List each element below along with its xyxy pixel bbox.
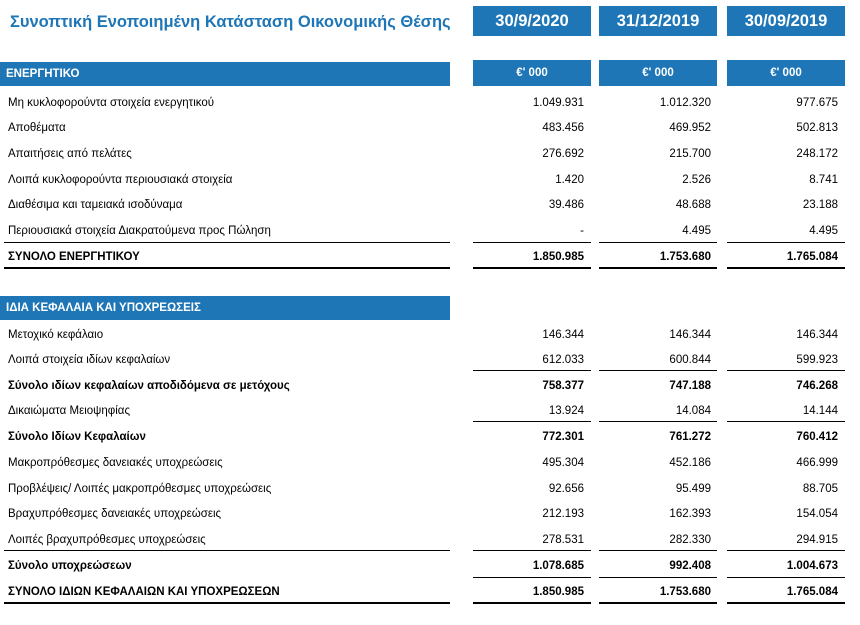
row-label: Λοιπά κυκλοφορούντα περιουσιακά στοιχεία <box>8 174 233 186</box>
column-divider <box>599 242 717 243</box>
table-row <box>0 169 860 191</box>
row-value-0: - <box>580 225 584 237</box>
page-title: Συνοπτική Ενοποιημένη Κατάσταση Οικονομικής Θέσης <box>10 13 451 31</box>
table-row <box>0 220 860 242</box>
row-value-0: 212.193 <box>542 508 584 520</box>
table-row <box>0 92 860 114</box>
row-value-0: 483.456 <box>542 122 584 134</box>
row-label: Σύνολο Ιδίων Κεφαλαίων <box>8 431 146 443</box>
unit-header-0: €' 000 <box>473 60 591 86</box>
row-value-1: 215.700 <box>669 148 711 160</box>
table-row <box>0 246 860 268</box>
section-header-assets: ΕΝΕΡΓΗΤΙΚΟ <box>0 62 450 86</box>
row-value-0: 276.692 <box>542 148 584 160</box>
row-value-2: 466.999 <box>796 457 838 469</box>
table-row <box>0 117 860 139</box>
row-value-2: 8.741 <box>809 174 838 186</box>
row-value-0: 13.924 <box>548 405 584 417</box>
column-divider <box>599 421 717 422</box>
row-value-1: 95.499 <box>675 483 711 495</box>
row-value-0: 1.049.931 <box>532 97 584 109</box>
table-row <box>0 426 860 448</box>
row-value-2: 88.705 <box>802 483 838 495</box>
row-value-0: 1.850.985 <box>532 586 584 598</box>
row-value-2: 1.765.084 <box>786 586 838 598</box>
row-value-1: 282.330 <box>669 534 711 546</box>
column-divider <box>473 550 591 551</box>
row-value-2: 1.004.673 <box>786 560 838 572</box>
row-value-2: 23.188 <box>802 199 838 211</box>
row-value-1: 14.084 <box>675 405 711 417</box>
label-divider <box>4 267 450 269</box>
row-value-1: 162.393 <box>669 508 711 520</box>
column-divider <box>727 577 845 578</box>
column-divider <box>599 370 717 371</box>
column-divider <box>473 421 591 422</box>
table-row <box>0 194 860 216</box>
unit-header-2: €' 000 <box>727 60 845 86</box>
row-label: Βραχυπρόθεσμες δανειακές υποχρεώσεις <box>8 508 222 520</box>
row-value-2: 746.268 <box>796 380 838 392</box>
row-value-2: 154.054 <box>796 508 838 520</box>
column-divider <box>727 602 845 604</box>
row-label: Μετοχικό κεφάλαιο <box>8 329 104 341</box>
row-value-1: 48.688 <box>675 199 711 211</box>
row-value-0: 92.656 <box>548 483 584 495</box>
row-label: Σύνολο υποχρεώσεων <box>8 560 132 572</box>
table-row <box>0 375 860 397</box>
row-value-0: 772.301 <box>542 431 584 443</box>
row-value-0: 1.850.985 <box>532 251 584 263</box>
row-value-1: 1.012.320 <box>659 97 711 109</box>
row-value-0: 1.420 <box>555 174 584 186</box>
column-divider <box>473 370 591 371</box>
table-row <box>0 143 860 165</box>
column-divider <box>473 242 591 243</box>
row-value-1: 747.188 <box>669 380 711 392</box>
row-value-2: 599.923 <box>796 354 838 366</box>
column-divider <box>473 602 591 604</box>
table-row <box>0 324 860 346</box>
row-value-0: 1.078.685 <box>532 560 584 572</box>
row-value-1: 452.186 <box>669 457 711 469</box>
table-row <box>0 581 860 603</box>
table-row <box>0 529 860 551</box>
label-divider <box>4 550 450 551</box>
section-header-equity-liabilities: ΙΔΙΑ ΚΕΦΑΛΑΙΑ ΚΑΙ ΥΠΟΧΡΕΩΣΕΙΣ <box>0 296 450 320</box>
row-value-1: 469.952 <box>669 122 711 134</box>
row-label: Λοιπά στοιχεία ιδίων κεφαλαίων <box>8 354 171 366</box>
row-value-1: 4.495 <box>682 225 711 237</box>
row-value-0: 146.344 <box>542 329 584 341</box>
row-label: Μη κυκλοφορούντα στοιχεία ενεργητικού <box>8 97 215 109</box>
date-header-1: 31/12/2019 <box>599 6 717 36</box>
date-header-0: 30/9/2020 <box>473 6 591 36</box>
row-value-0: 758.377 <box>542 380 584 392</box>
column-divider <box>727 267 845 269</box>
row-value-2: 502.813 <box>796 122 838 134</box>
row-value-0: 278.531 <box>542 534 584 546</box>
row-label: ΣΥΝΟΛΟ ΕΝΕΡΓΗΤΙΚΟΥ <box>8 251 140 263</box>
row-value-1: 761.272 <box>669 431 711 443</box>
row-value-2: 977.675 <box>796 97 838 109</box>
row-label: Απαιτήσεις από πελάτες <box>8 148 132 160</box>
row-value-0: 495.304 <box>542 457 584 469</box>
row-label: Περιουσιακά στοιχεία Διακρατούμενα προς Πώληση <box>8 225 271 237</box>
row-value-2: 294.915 <box>796 534 838 546</box>
row-label: Δικαιώματα Μειοψηφίας <box>8 405 130 417</box>
row-value-2: 1.765.084 <box>786 251 838 263</box>
row-label: Σύνολο ιδίων κεφαλαίων αποδιδόμενα σε μετόχους <box>8 380 290 392</box>
table-row <box>0 503 860 525</box>
row-value-2: 4.495 <box>809 225 838 237</box>
row-value-2: 146.344 <box>796 329 838 341</box>
table-row <box>0 400 860 422</box>
row-value-1: 2.526 <box>682 174 711 186</box>
label-divider <box>4 602 450 604</box>
row-value-1: 146.344 <box>669 329 711 341</box>
row-value-1: 600.844 <box>669 354 711 366</box>
row-label: Λοιπές βραχυπρόθεσμες υποχρεώσεις <box>8 534 206 546</box>
row-label: Αποθέματα <box>8 122 66 134</box>
column-divider <box>473 577 591 578</box>
table-row <box>0 555 860 577</box>
column-divider <box>473 267 591 269</box>
unit-header-1: €' 000 <box>599 60 717 86</box>
row-label: Προβλέψεις/ Λοιπές μακροπρόθεσμες υποχρεώσεις <box>8 483 272 495</box>
row-value-0: 39.486 <box>548 199 584 211</box>
row-value-1: 1.753.680 <box>659 586 711 598</box>
row-label: Διαθέσιμα και ταμειακά ισοδύναμα <box>8 199 183 211</box>
column-divider <box>727 242 845 243</box>
row-label: Μακροπρόθεσμες δανειακές υποχρεώσεις <box>8 457 223 469</box>
row-value-2: 14.144 <box>802 405 838 417</box>
date-header-2: 30/09/2019 <box>727 6 845 36</box>
row-value-1: 992.408 <box>669 560 711 572</box>
table-row <box>0 478 860 500</box>
row-label: ΣΥΝΟΛΟ ΙΔΙΩΝ ΚΕΦΑΛΑΙΩΝ ΚΑΙ ΥΠΟΧΡΕΩΣΕΩΝ <box>8 586 280 598</box>
table-row <box>0 452 860 474</box>
row-value-2: 248.172 <box>796 148 838 160</box>
column-divider <box>599 602 717 604</box>
column-divider <box>727 421 845 422</box>
column-divider <box>599 267 717 269</box>
row-value-1: 1.753.680 <box>659 251 711 263</box>
column-divider <box>727 550 845 551</box>
table-row <box>0 349 860 371</box>
column-divider <box>727 370 845 371</box>
row-value-0: 612.033 <box>542 354 584 366</box>
row-value-2: 760.412 <box>796 431 838 443</box>
column-divider <box>599 550 717 551</box>
label-divider <box>4 242 450 243</box>
column-divider <box>599 577 717 578</box>
